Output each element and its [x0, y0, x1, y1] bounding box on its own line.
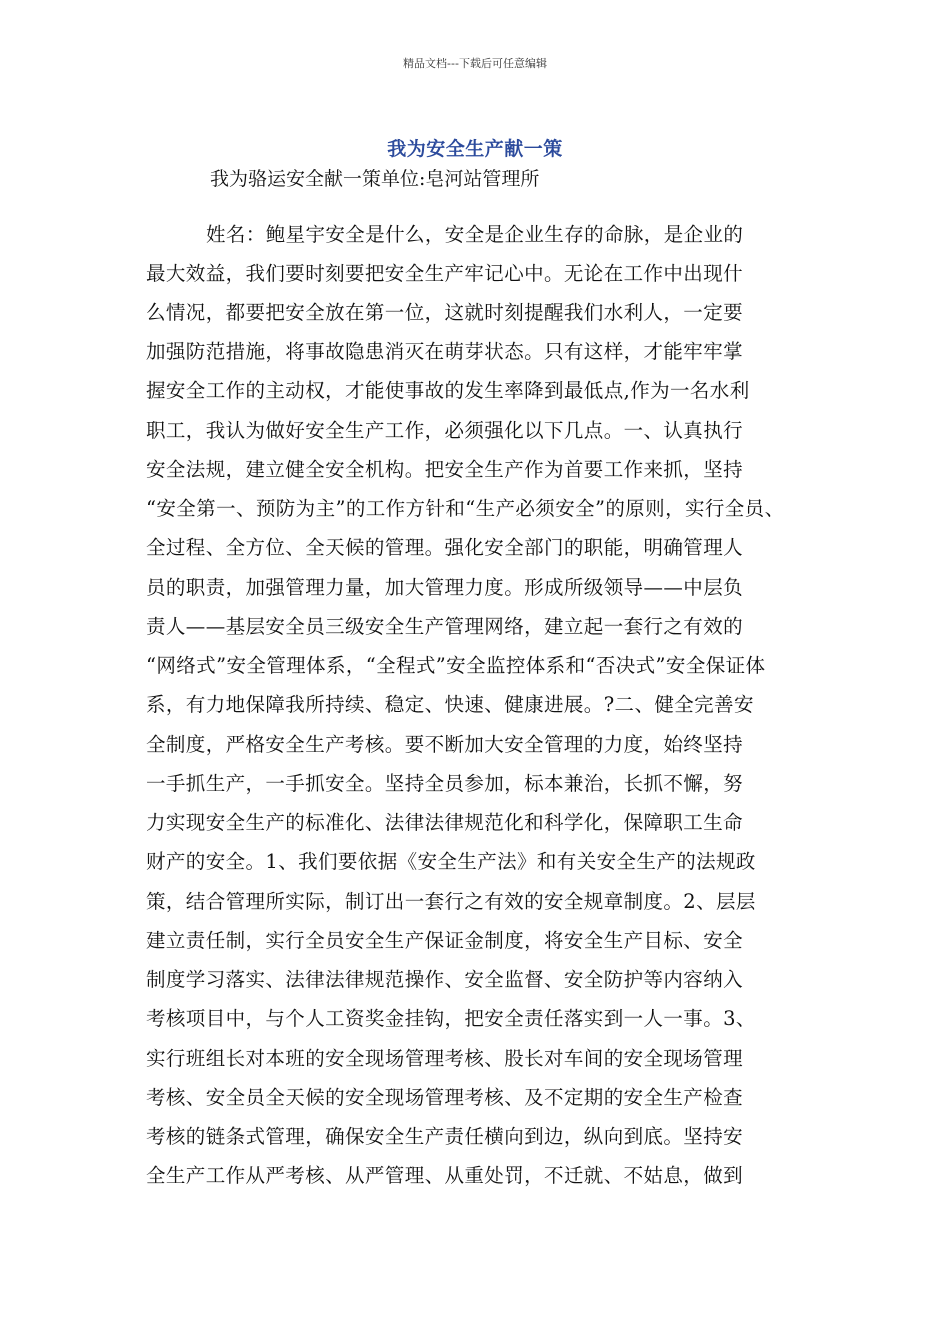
- body-line: 责人——基层安全员三级安全生产管理网络，建立起一套行之有效的: [146, 615, 744, 638]
- body-line: 握安全工作的主动权，才能使事故的发生率降到最低点,作为一名水利: [146, 379, 750, 402]
- body-line: 全过程、全方位、全天候的管理。强化安全部门的职能，明确管理人: [146, 536, 744, 559]
- body-line: “安全第一、预防为主”的工作方针和“生产必须安全”的原则，实行全员、: [146, 497, 785, 520]
- body-line: 全制度，严格安全生产考核。要不断加大安全管理的力度，始终坚持: [146, 733, 744, 756]
- body-line: 么情况，都要把安全放在第一位，这就时刻提醒我们水利人，一定要: [146, 301, 744, 324]
- document-title: 我为安全生产献一策: [387, 138, 563, 160]
- body-line: 职工，我认为做好安全生产工作，必须强化以下几点。一、认真执行: [146, 419, 744, 442]
- body-line: 全生产工作从严考核、从严管理、从重处罚，不迁就、不姑息，做到: [146, 1164, 744, 1187]
- body-line: 力实现安全生产的标准化、法律法律规范化和科学化，保障职工生命: [146, 811, 744, 834]
- body-line: 最大效益，我们要时刻要把安全生产牢记心中。无论在工作中出现什: [146, 262, 744, 285]
- body-line: 实行班组长对本班的安全现场管理考核、股长对车间的安全现场管理: [146, 1047, 744, 1070]
- body-line: 建立责任制，实行全员安全生产保证金制度，将安全生产目标、安全: [146, 929, 744, 952]
- body-line: 员的职责，加强管理力量，加大管理力度。形成所级领导——中层负: [146, 576, 744, 599]
- body-line: 一手抓生产，一手抓安全。坚持全员参加，标本兼治，长抓不懈，努: [146, 772, 744, 795]
- body-line: 安全法规，建立健全安全机构。把安全生产作为首要工作来抓，坚持: [146, 458, 744, 481]
- body-line: 策，结合管理所实际，制订出一套行之有效的安全规章制度。2、层层: [146, 890, 756, 913]
- body-line: 制度学习落实、法律法律规范操作、安全监督、安全防护等内容纳入: [146, 968, 744, 991]
- document-subtitle: 我为骆运安全献一策单位:皂河站管理所: [210, 168, 540, 190]
- body-line: 系，有力地保障我所持续、稳定、快速、健康进展。?二、健全完善安: [146, 693, 754, 716]
- body-line: 姓名：鲍星宇安全是什么，安全是企业生存的命脉，是企业的: [206, 223, 744, 246]
- body-line: 考核的链条式管理，确保安全生产责任横向到边，纵向到底。坚持安: [146, 1125, 744, 1148]
- body-line: 财产的安全。1、我们要依据《安全生产法》和有关安全生产的法规政: [146, 850, 756, 873]
- header-note: 精品文档---下载后可任意编辑: [403, 57, 547, 70]
- body-line: “网络式”安全管理体系，“全程式”安全监控体系和“否决式”安全保证体: [146, 654, 766, 677]
- body-line: 加强防范措施，将事故隐患消灭在萌芽状态。只有这样，才能牢牢掌: [146, 340, 744, 363]
- body-line: 考核项目中，与个人工资奖金挂钩，把安全责任落实到一人一事。3、: [146, 1007, 756, 1030]
- body-line: 考核、安全员全天候的安全现场管理考核、及不定期的安全生产检查: [146, 1086, 744, 1109]
